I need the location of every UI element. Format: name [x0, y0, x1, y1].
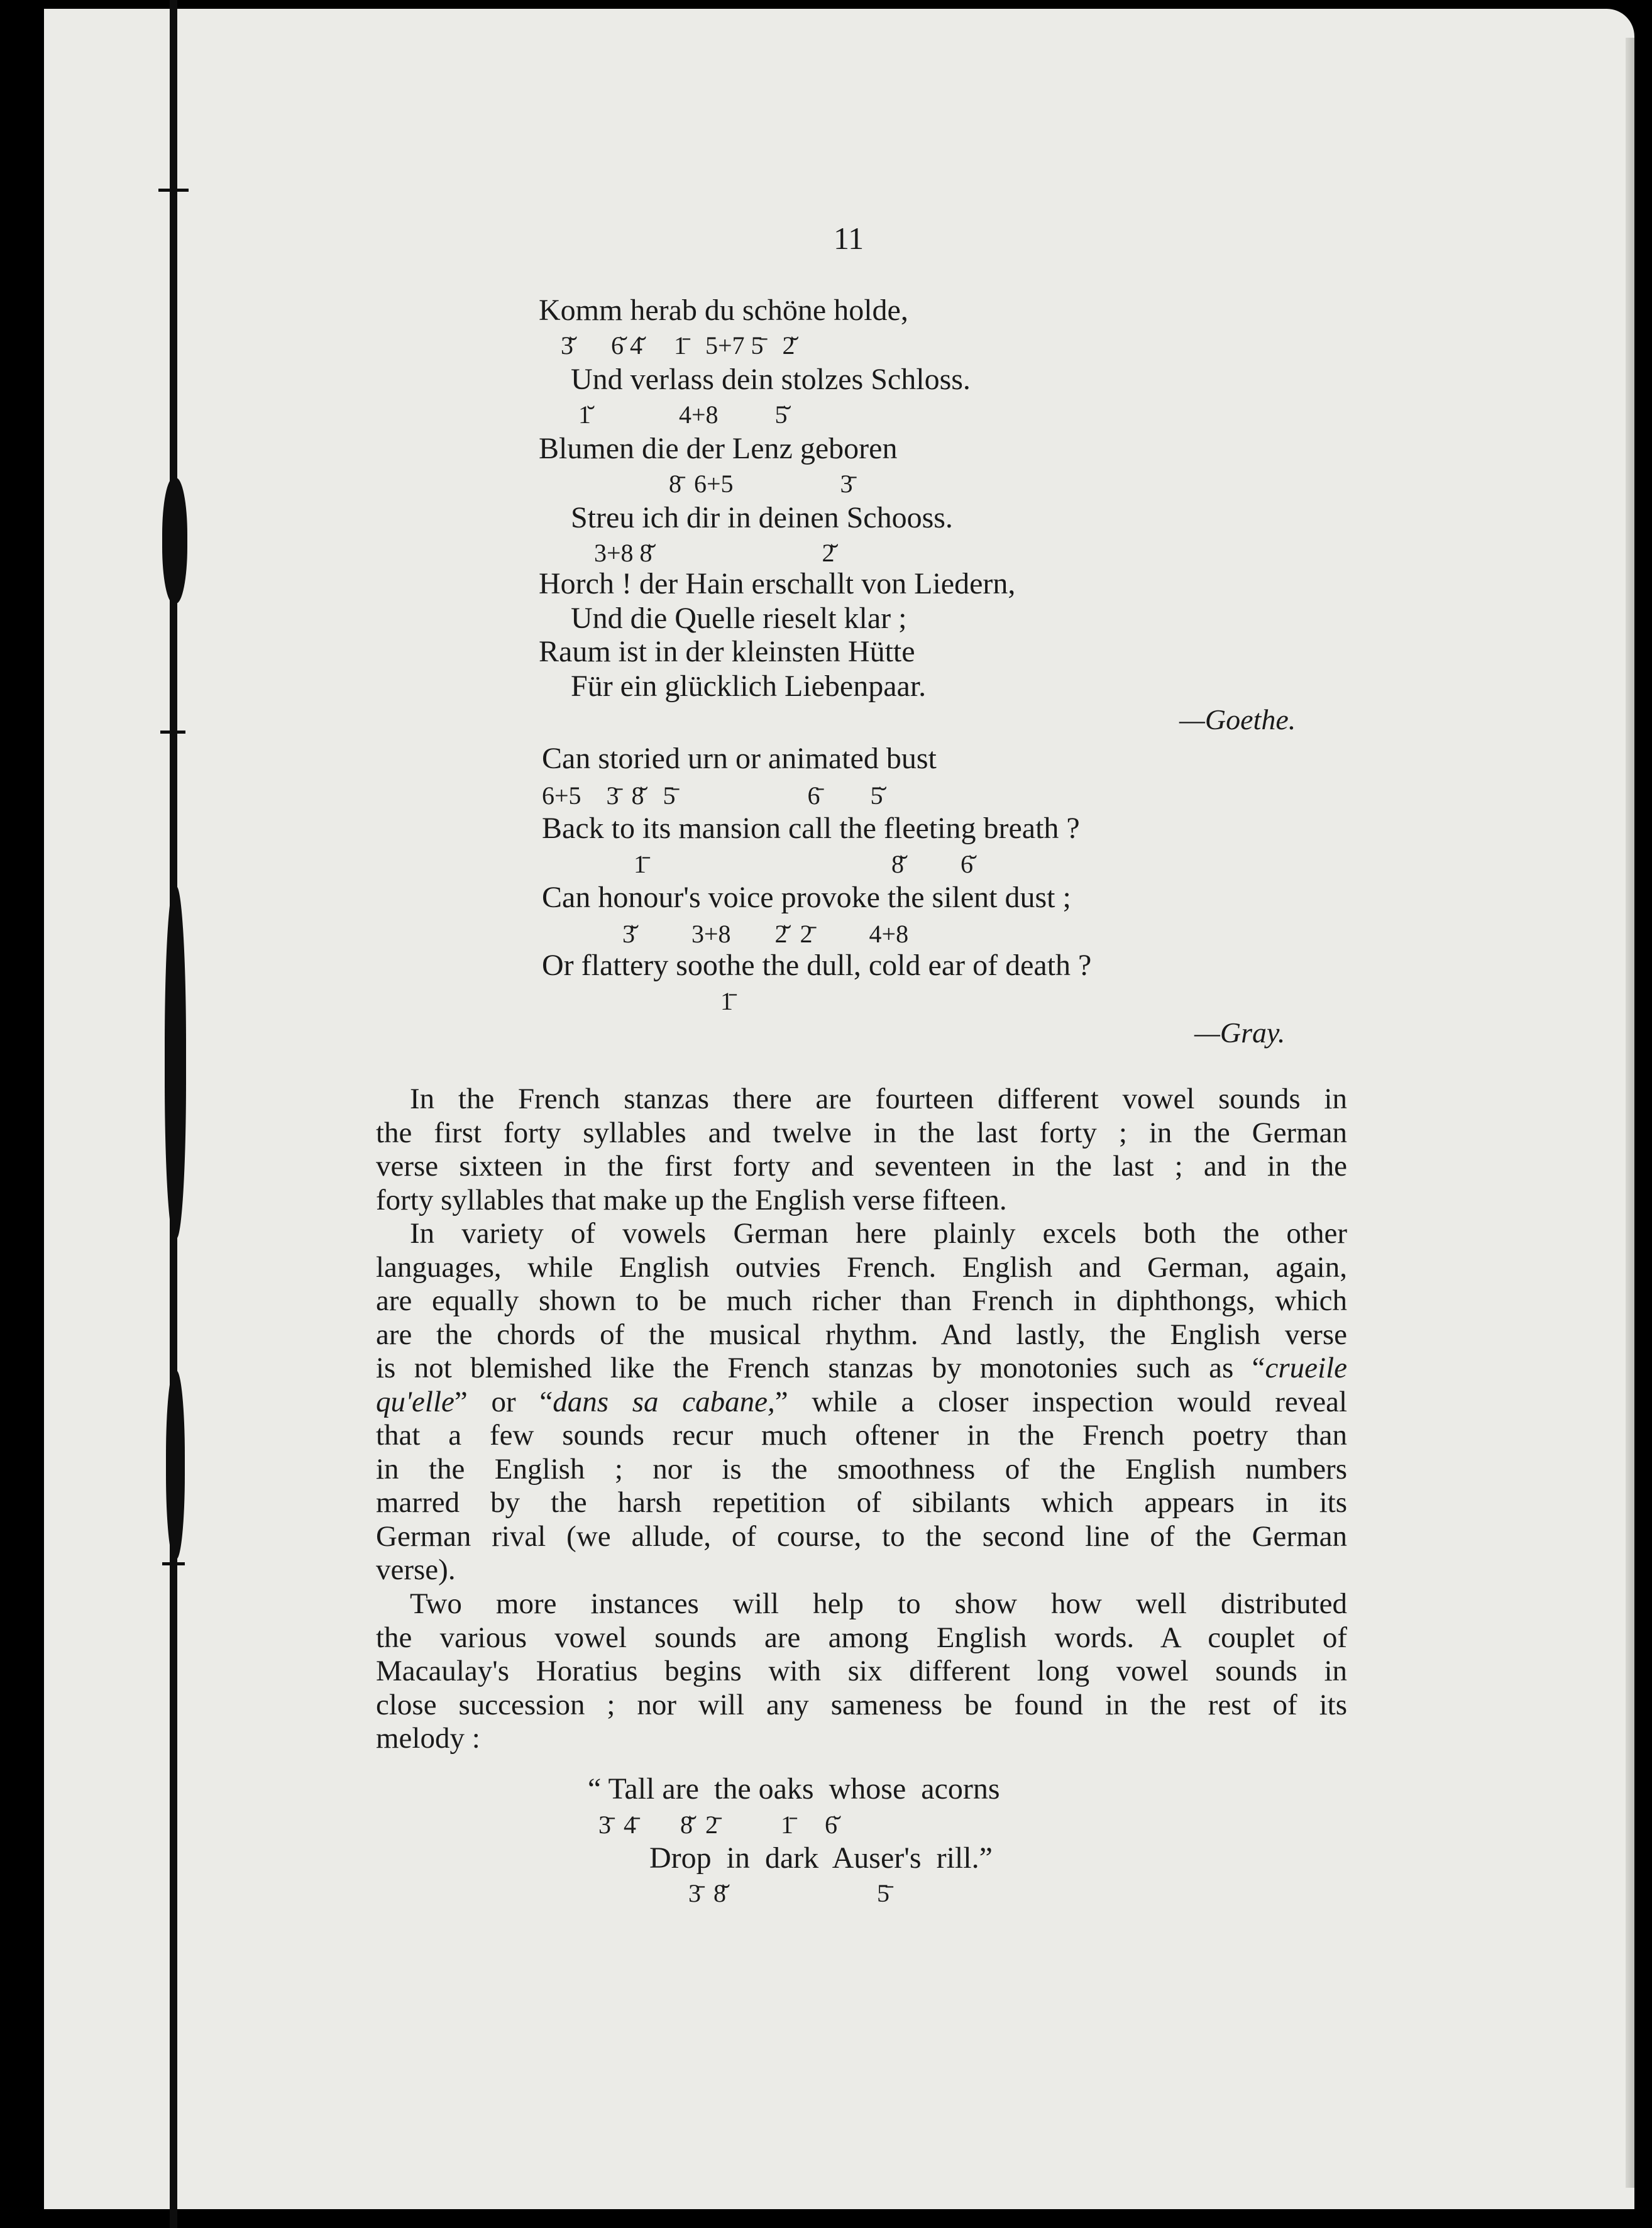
german-verse-line-4: Streu ich dir in deinen Schooss.	[571, 501, 953, 534]
german-notation-3: 8̄ 6+5 3̄	[669, 470, 853, 498]
paragraph-line: the first forty syllables and twelve in the last forty ; in the German	[376, 1116, 1347, 1149]
german-verse-line-7: Raum ist in der kleinsten Hütte	[539, 635, 915, 668]
english-notation-4: 1̄	[720, 987, 733, 1015]
english-verse-line-4: Or flattery soothe the dull, cold ear of death ?	[542, 949, 1092, 982]
horatius-verse-line-1: “ Tall are the oaks whose acorns	[588, 1772, 1000, 1806]
paragraph-french-stanzas	[376, 1083, 1347, 1217]
binding-tear	[165, 886, 186, 1238]
english-notation-3: 3̆ 3+8 2̆ 2̄ 4+8	[622, 920, 909, 948]
german-notation-1: 3̆ 6̆ 4̆ 1̄ 5+7 5̄ 2̆	[561, 331, 795, 360]
english-notation-1: 6+5 3̄ 8̆ 5̄ 6̄ 5̆	[542, 781, 883, 810]
paragraph-line	[376, 1352, 1347, 1386]
german-verse-line-2: Und verlass dein stolzes Schloss.	[571, 363, 971, 396]
horatius-notation-1: 3̄ 4̄ 8̆ 2̄ 1̄ 6̆	[598, 1811, 837, 1839]
paragraph-line: Two more instances will help to show how well distributed	[410, 1587, 1347, 1620]
quoted-french-phrase: qu'elle	[376, 1385, 454, 1418]
german-verse-line-3: Blumen die der Lenz geboren	[539, 432, 898, 465]
binding-stitch	[160, 731, 185, 734]
paragraph-text: is not blemished like the French stanzas by monotonies such as “	[376, 1352, 1265, 1384]
quoted-french-phrase: dans sa cabane,	[553, 1385, 775, 1418]
page-edge-shadow	[1626, 38, 1634, 2188]
german-verse-line-1: Komm herab du schöne holde,	[539, 294, 908, 327]
paragraph-line: verse sixteen in the first forty and seventeen in the last ; and in the	[376, 1150, 1347, 1183]
binding-stitch	[162, 1562, 185, 1565]
paragraph-line: are equally shown to be much richer than French in diphthongs, which	[376, 1284, 1347, 1317]
german-notation-2: 1̆ 4+8 5̆	[578, 400, 788, 429]
paragraph-line: in the English ; nor is the smoothness of the English numbers	[376, 1452, 1347, 1486]
english-notation-2: 1̄ 8̆ 6̆	[634, 850, 973, 878]
paragraph-line: the various vowel sounds are among English words. A couplet of	[376, 1621, 1347, 1654]
paragraph-line: close succession ; nor will any sameness be found in the rest of its	[376, 1688, 1347, 1721]
binding-tear	[162, 478, 187, 604]
paragraph-line: melody :	[376, 1722, 480, 1755]
binding-tear	[166, 1370, 185, 1559]
paragraph-line: are the chords of the musical rhythm. And lastly, the English verse	[376, 1318, 1347, 1351]
paragraph-line: In variety of vowels German here plainly excels both the other	[410, 1217, 1347, 1250]
paragraph-line: German rival (we allude, of course, to the second line of the German	[376, 1519, 1347, 1553]
gray-attribution: —Gray.	[1194, 1017, 1286, 1049]
binding-stitch	[158, 189, 189, 192]
english-verse-line-3: Can honour's voice provoke the silent dust ;	[542, 881, 1071, 914]
paragraph-line: marred by the harsh repetition of sibilants which appears in its	[376, 1486, 1347, 1519]
english-verse-line-2: Back to its mansion call the fleeting breath ?	[542, 812, 1080, 845]
german-notation-4: 3+8 8̆ 2̆	[594, 539, 835, 567]
quoted-french-phrase: crueile	[1265, 1352, 1347, 1384]
paragraph-line: In the French stanzas there are fourteen different vowel sounds in	[410, 1083, 1347, 1115]
goethe-attribution: —Goethe.	[1179, 703, 1296, 736]
paragraph-line: forty syllables that make up the English verse fifteen.	[376, 1183, 1007, 1216]
german-verse-line-8: Für ein glücklich Liebenpaar.	[571, 670, 927, 703]
paragraph-two-more-instances	[376, 1587, 1347, 1756]
paragraph-line: Macaulay's Horatius begins with six different long vowel sounds in	[376, 1655, 1347, 1687]
paragraph-line: languages, while English outvies French. English and German, again,	[376, 1250, 1347, 1284]
paragraph-line	[376, 1386, 1347, 1420]
german-verse-line-5: Horch ! der Hain erschallt von Liedern,	[539, 567, 1016, 600]
paragraph-text: ” while a closer inspection would reveal	[774, 1385, 1348, 1418]
paragraph-variety-of-vowels	[376, 1217, 1347, 1587]
english-verse-line-1: Can storied urn or animated bust	[542, 742, 937, 775]
paragraph-line: verse).	[376, 1553, 456, 1586]
horatius-verse-line-2: Drop in dark Auser's rill.”	[649, 1841, 993, 1875]
paragraph-text: ” or “	[454, 1385, 553, 1418]
paragraph-line: that a few sounds recur much oftener in the French poetry than	[376, 1419, 1347, 1452]
german-verse-line-6: Und die Quelle rieselt klar ;	[571, 602, 907, 635]
horatius-notation-2: 3̄ 8̆ 5̄	[688, 1879, 889, 1907]
page-number: 11	[834, 221, 864, 256]
